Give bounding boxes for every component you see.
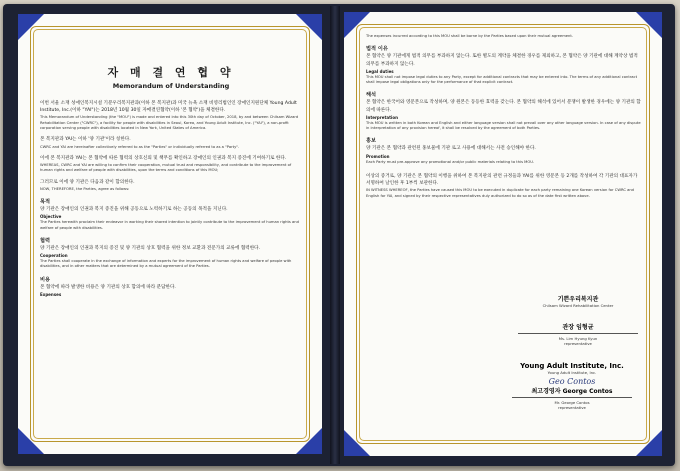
witness-en: IN WITNESS WHEREOF, the Parties have caused this MOU to be executed in duplicate for each party remaining one Korean version for CWRC and English for YAI, and signed by their respective representatives duly authorized to do so as of the date first written above. xyxy=(366,188,635,198)
org-name-ko: 기쁜우리복지관 xyxy=(557,296,599,303)
org-name-en: Chilsam Wizard Rehabilitation Center xyxy=(542,303,614,308)
signature-block-cwrc xyxy=(518,294,638,346)
representative-role: representative xyxy=(564,340,592,346)
section-objective-ko: 양 기관은 장애인의 인권과 복지 증진을 위해 공동으로 노력하기로 하는 공동의 목적을 지닌다. xyxy=(40,207,228,213)
section-cooperation-heading-ko: 협력 xyxy=(40,237,51,244)
ceo-name-en: Mr. George Contos xyxy=(554,399,590,405)
org-name-yai: Young Adult Institute, Inc. xyxy=(520,362,624,370)
section-expenses-ko: 본 협약에 따라 발생한 비용은 양 기관의 상호 합의에 따라 분담한다. xyxy=(40,284,176,290)
section-objective-heading-en: Objective xyxy=(40,214,62,220)
now-ko: 그러므로 이에 양 기관은 다음과 같이 합의한다. xyxy=(40,179,135,185)
signature-block-yai xyxy=(512,362,632,410)
handwritten-signature: Geo Contos xyxy=(548,377,596,386)
section-expenses-heading-ko: 비용 xyxy=(40,276,51,283)
whereas-en: WHEREAS, CWRC and YAI are willing to confirm their cooperation, mutual trust and responsibility, and contribute to the improvement of human rights and welfare of people with disabilities, upon the terms and conditions of this MOU; xyxy=(40,163,292,173)
now-en: NOW, THEREFORE, the Parties, agree as follows: xyxy=(40,186,130,191)
right-page xyxy=(344,12,662,456)
section-interpretation-en: This MOU is written in both Korean and English and either language version shall not prevail over any other language version. In case of any dispute in interpretation of any provision hereof, it shall be resolved by the agreement of both Parties. xyxy=(366,120,641,130)
left-content xyxy=(40,34,302,436)
section-legal-ko: 본 협약은 양 기관에게 법적 의무를 부과하지 않는다. 또한 별도의 계약을 체결한 경우를 제외하고, 본 협약은 양 기관에 대해 계약상 법적 의무를 부과하지 않는다. xyxy=(366,54,638,67)
parties-ko: 본 복지관과 YAI는 이하 '양 기관'이라 칭한다. xyxy=(40,137,131,143)
expenses-en: The expenses incurred according to this MOU shall be borne by the Parties based upon their mutual agreement. xyxy=(366,34,574,38)
section-objective-heading-ko: 목적 xyxy=(40,199,51,206)
section-promotion-ko: 양 기관은 본 협약과 관련된 홍보물에 기관 로고 사용에 대해서는 사전 승인해야 한다. xyxy=(366,146,536,152)
intro-ko: 이번 서울 소재 성애인복지시설 기분우리복지관과(이하 본 복지관)과 미국 뉴욕 소재 비영리법인인 장애인지원단체 Young Adult Institute, Inc.(이하 "YAI")는 2018년 10월 30일 자매결연협약(이하 '본 협약')을 체결한다. xyxy=(40,101,297,114)
ceo-role: representative xyxy=(558,404,586,410)
witness-ko: 이상의 증거로, 양 기관은 본 협약의 이행을 위하여 본 복지관의 관련 규정들과 YAI를 위한 영문본 등 2개를 작성하여 각 기관의 대표자가 서명하여 날인한 후 1부씩 보관한다. xyxy=(366,173,638,186)
section-promotion-heading-en: Promotion xyxy=(366,153,390,159)
section-promotion-heading-ko: 홍보 xyxy=(366,138,377,145)
parties-en: CWRC and YAI are hereinafter collectively referred to as the "Parties" or individually referred to as a "Party". xyxy=(40,144,240,149)
title-english: Memorandum of Understanding xyxy=(112,82,230,90)
intro-en: This Memorandum of Understanding (the "MOU") is made and entered into this 30th day of October, 2018, by and between Chilsam Wizard Rehabilitation Center ("CWRC"), a facility for people with disabilities in Seoul, Korea, and Young Adult Institute, Inc. ("YAI"), a non-profit corporation serving people with disabilities located in New York, United States of America. xyxy=(40,115,299,130)
section-expenses-heading-en: Expenses xyxy=(40,291,62,297)
org-name-yai-sub: Young Adult Institute, Inc. xyxy=(547,370,597,375)
section-cooperation-ko: 양 기관은 장애인의 인권과 복지의 증진 및 양 기관의 상호 협력을 위한 정보 교환과 전문가의 교류에 협력한다. xyxy=(40,245,261,251)
section-interpretation-heading-en: Interpretation xyxy=(366,114,398,120)
section-promotion-en: Each Party must pre-approve any promotional and/or public materials relating to this MOU. xyxy=(366,159,535,164)
section-objective-en: The Parties herewith proclaim their endeavor in working their shared intention to jointly contribute to the improvement of human rights and welfare of people with disabilities. xyxy=(40,220,299,230)
folder-spine xyxy=(330,6,340,464)
section-interpretation-ko: 본 협약은 한국어와 영문본으로 작성하며, 양 원본은 동등한 효력을 갖는다. 본 협약의 해석에 있어서 분쟁이 발생한 경우에는 양 기관의 합의에 따른다. xyxy=(366,100,641,113)
title-korean: 자 매 결 연 협 약 xyxy=(107,66,235,79)
section-legal-heading-ko: 법적 이유 xyxy=(366,46,388,53)
representative-en: Ms. Lim Hyung Kyun xyxy=(558,335,598,341)
representative-ko: 관장 임형균 xyxy=(562,324,594,331)
section-interpretation-heading-ko: 해석 xyxy=(366,92,377,99)
section-cooperation-heading-en: Cooperation xyxy=(40,253,68,259)
signature-line xyxy=(512,397,632,398)
left-page xyxy=(18,14,322,454)
section-cooperation-en: The Parties shall cooperate in the exchange of information and experts for the improvement of human rights and welfare of people with disabilities, and in other matters that are determined by a mutual agreement of the Parties. xyxy=(40,259,292,269)
ceo-name: 최고경영자 George Contos xyxy=(531,388,613,395)
whereas-ko: 이에 본 복지관과 YAI는 본 협약에 따른 협력의 상호신뢰 및 책무를 확인하고 장애인의 인권과 복지 증진에 기여하기로 한다. xyxy=(40,155,287,161)
section-legal-heading-en: Legal duties xyxy=(366,68,394,74)
section-legal-en: This MOU shall not impose legal duties to any Party, except for additional contracts that may be entered into. The terms of any additional contract shall impose legal obligations only for the performance of that explicit contract. xyxy=(366,74,638,84)
signature-line xyxy=(518,333,638,334)
